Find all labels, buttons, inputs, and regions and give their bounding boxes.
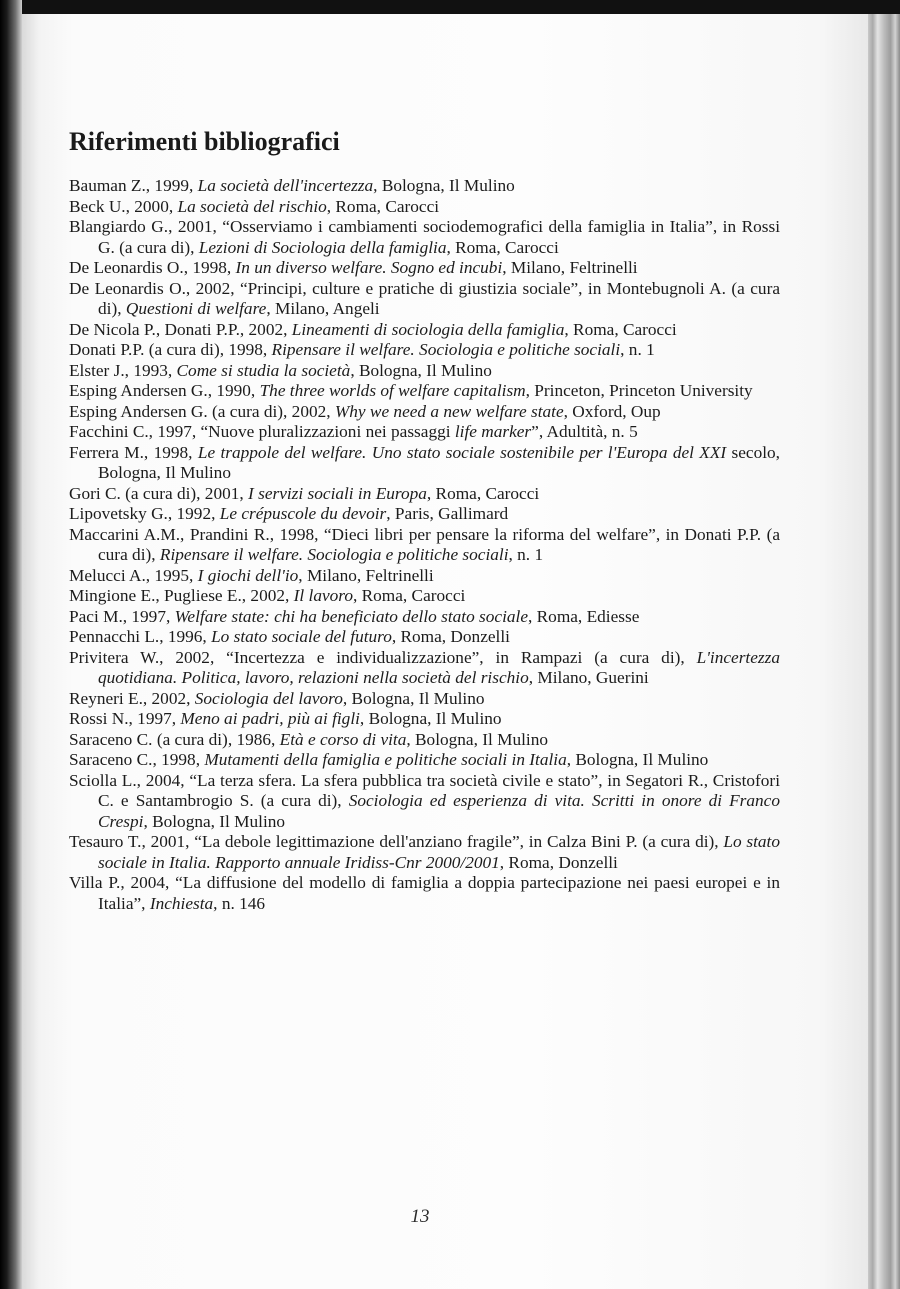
reference-publisher: , Roma, Carocci xyxy=(564,319,677,339)
reference-publisher: , Bologna, Il Mulino xyxy=(143,811,286,831)
reference-list xyxy=(69,176,780,914)
reference-title: Sociologia del lavoro xyxy=(194,688,343,708)
reference-publisher: , Roma, Carocci xyxy=(326,196,440,216)
reference-publisher: , Bologna, Il Mulino xyxy=(373,176,515,195)
reference-title: Lineamenti di sociologia della famiglia xyxy=(291,319,565,339)
reference-title: Meno ai padri, più ai figli xyxy=(180,709,360,728)
reference-text: Ferrera M., 1998, xyxy=(69,442,198,462)
reference-publisher: , Paris, Gallimard xyxy=(386,504,509,523)
reference-title: In un diverso welfare. Sogno ed incubi xyxy=(235,258,503,277)
reference-publisher: , Princeton, Princeton University xyxy=(525,381,753,400)
reference-entry xyxy=(69,607,780,628)
reference-publisher: ”, Adultità, n. 5 xyxy=(531,422,638,441)
reference-text: Mingione E., Pugliese E., 2002, xyxy=(69,586,294,605)
reference-title: Welfare state: chi ha beneficiato dello stato sociale xyxy=(174,606,529,626)
reference-title: Ripensare il welfare. Sociologia e politiche sociali xyxy=(159,545,509,564)
reference-text: Gori C. (a cura di), 2001, xyxy=(69,483,249,503)
reference-title: La società del rischio xyxy=(177,196,327,216)
reference-text: Privitera W., 2002, “Incertezza e individualizzazione”, in Rampazi (a cura di), xyxy=(69,647,697,667)
reference-entry xyxy=(69,689,780,710)
reference-publisher: , Milano, Guerini xyxy=(528,668,649,687)
reference-publisher: , Bologna, Il Mulino xyxy=(342,688,485,708)
reference-entry xyxy=(69,361,780,382)
reference-text: Paci M., 1997, xyxy=(69,606,175,626)
reference-title: Why we need a new welfare state xyxy=(334,401,564,421)
reference-text: Donati P.P. (a cura di), 1998, xyxy=(69,340,272,359)
reference-publisher: , n. 146 xyxy=(213,893,266,913)
reference-title: I servizi sociali in Europa xyxy=(248,483,427,503)
reference-text: Blangiardo G., 2001, “Osserviamo i cambiamenti sociodemografici della famiglia in Italia”, in Rossi G. (a cura di), xyxy=(69,217,780,257)
reference-title: Lo stato sociale del futuro xyxy=(211,627,392,646)
reference-text: Lipovetsky G., 1992, xyxy=(69,504,220,523)
reference-text: Pennacchi L., 1996, xyxy=(69,627,212,646)
reference-text: De Leonardis O., 2002, “Principi, culture e pratiche di giustizia sociale”, in Montebugnoli A. (a cura di), xyxy=(69,278,780,318)
reference-title: Questioni di welfare xyxy=(125,299,267,318)
reference-entry xyxy=(69,873,780,914)
book-page-edges xyxy=(868,14,900,1289)
reference-entry xyxy=(69,443,780,484)
reference-title: Sociologia ed esperienza di vita. Scritti in onore di Franco Crespi xyxy=(98,791,780,831)
reference-text: De Nicola P., Donati P.P., 2002, xyxy=(69,319,292,339)
reference-title: Lezioni di Sociologia della famiglia xyxy=(198,237,447,257)
reference-text: Maccarini A.M., Prandini R., 1998, “Dieci libri per pensare la riforma del welfare”, in Donati P.P. (a cura di), xyxy=(69,524,780,564)
reference-text: Facchini C., 1997, “Nuove pluralizzazioni nei passaggi xyxy=(69,422,455,441)
page-number: 13 xyxy=(410,1206,430,1227)
reference-title: life marker xyxy=(454,422,532,441)
reference-publisher: , Roma, Donzelli xyxy=(499,852,618,872)
reference-publisher: , Bologna, Il Mulino xyxy=(566,750,709,769)
reference-text: Beck U., 2000, xyxy=(69,196,178,216)
reference-entry xyxy=(69,320,780,341)
reference-text: Tesauro T., 2001, “La debole legittimazione dell'anziano fragile”, in Calza Bini P. (a cura di), xyxy=(69,832,724,851)
reference-entry xyxy=(69,750,780,771)
reference-entry xyxy=(69,648,780,689)
reference-text: Saraceno C. (a cura di), 1986, xyxy=(69,729,280,749)
reference-text: Melucci A., 1995, xyxy=(69,565,198,585)
reference-entry xyxy=(69,709,780,730)
reference-entry xyxy=(69,340,780,361)
reference-title: Le crépuscole du devoir xyxy=(219,504,387,523)
page-title: Riferimenti bibliografici xyxy=(69,127,340,156)
reference-publisher: , Roma, Carocci xyxy=(446,237,559,257)
reference-title: L'incertezza quotidiana. Politica, lavoro, relazioni nella società del rischio xyxy=(98,647,780,687)
reference-text: Esping Andersen G. (a cura di), 2002, xyxy=(69,401,335,421)
reference-title: Età e corso di vita xyxy=(279,729,407,749)
reference-title: Mutamenti della famiglia e politiche sociali in Italia xyxy=(204,750,567,769)
reference-entry xyxy=(69,771,780,833)
reference-publisher: , Oxford, Oup xyxy=(563,401,661,421)
reference-title: Lo stato sociale in Italia. Rapporto annuale Iridiss-Cnr 2000/2001 xyxy=(98,832,781,872)
reference-publisher: , Bologna, Il Mulino xyxy=(350,360,492,380)
reference-entry xyxy=(69,422,780,443)
reference-title: The three worlds of welfare capitalism xyxy=(259,381,526,400)
book-binding-shadow xyxy=(0,0,22,1289)
reference-entry xyxy=(69,381,780,402)
reference-entry xyxy=(69,197,780,218)
reference-title: Le trappole del welfare. Uno stato sociale sostenibile per l'Europa del XXI xyxy=(197,442,727,462)
reference-publisher: , Roma, Ediesse xyxy=(528,606,640,626)
reference-entry xyxy=(69,586,780,607)
reference-publisher: , Bologna, Il Mulino xyxy=(359,709,502,728)
reference-title: Ripensare il welfare. Sociologia e politiche sociali xyxy=(271,340,621,359)
reference-entry xyxy=(69,279,780,320)
reference-publisher: , Bologna, Il Mulino xyxy=(406,729,548,749)
scan-top-edge xyxy=(0,0,900,14)
reference-entry xyxy=(69,832,780,873)
reference-entry xyxy=(69,525,780,566)
reference-entry xyxy=(69,176,780,197)
reference-text: Saraceno C., 1998, xyxy=(69,750,205,769)
reference-publisher: secolo, Bologna, Il Mulino xyxy=(98,442,780,482)
reference-title: Il lavoro xyxy=(293,586,353,605)
reference-text: Villa P., 2004, “La diffusione del modello di famiglia a doppia partecipazione nei paesi europei e in Italia”, xyxy=(69,873,780,913)
reference-text: Bauman Z., 1999, xyxy=(69,176,198,195)
reference-entry xyxy=(69,258,780,279)
reference-publisher: , Milano, Angeli xyxy=(266,299,380,318)
reference-text: Elster J., 1993, xyxy=(69,360,177,380)
reference-publisher: , Roma, Carocci xyxy=(426,483,540,503)
reference-publisher: , Milano, Feltrinelli xyxy=(298,565,434,585)
reference-entry xyxy=(69,730,780,751)
reference-text: Sciolla L., 2004, “La terza sfera. La sfera pubblica tra società civile e stato”, in Segatori R., Cristofori C. e Santambrogio S. (a cura di), xyxy=(69,770,780,810)
reference-entry xyxy=(69,566,780,587)
reference-title: La società dell'incertezza xyxy=(197,176,374,195)
reference-text: De Leonardis O., 1998, xyxy=(69,258,236,277)
reference-text: Rossi N., 1997, xyxy=(69,709,181,728)
reference-entry xyxy=(69,484,780,505)
reference-entry xyxy=(69,217,780,258)
reference-publisher: , Roma, Carocci xyxy=(353,586,466,605)
reference-title: Inchiesta xyxy=(149,893,214,913)
reference-text: Reyneri E., 2002, xyxy=(69,688,195,708)
reference-publisher: , Roma, Donzelli xyxy=(391,627,510,646)
reference-title: I giochi dell'io xyxy=(197,565,299,585)
reference-entry xyxy=(69,402,780,423)
reference-publisher: , Milano, Feltrinelli xyxy=(502,258,638,277)
reference-entry xyxy=(69,627,780,648)
reference-text: Esping Andersen G., 1990, xyxy=(69,381,260,400)
reference-publisher: , n. 1 xyxy=(508,545,544,564)
reference-publisher: , n. 1 xyxy=(620,340,655,359)
reference-entry xyxy=(69,504,780,525)
reference-title: Come si studia la società xyxy=(176,360,351,380)
